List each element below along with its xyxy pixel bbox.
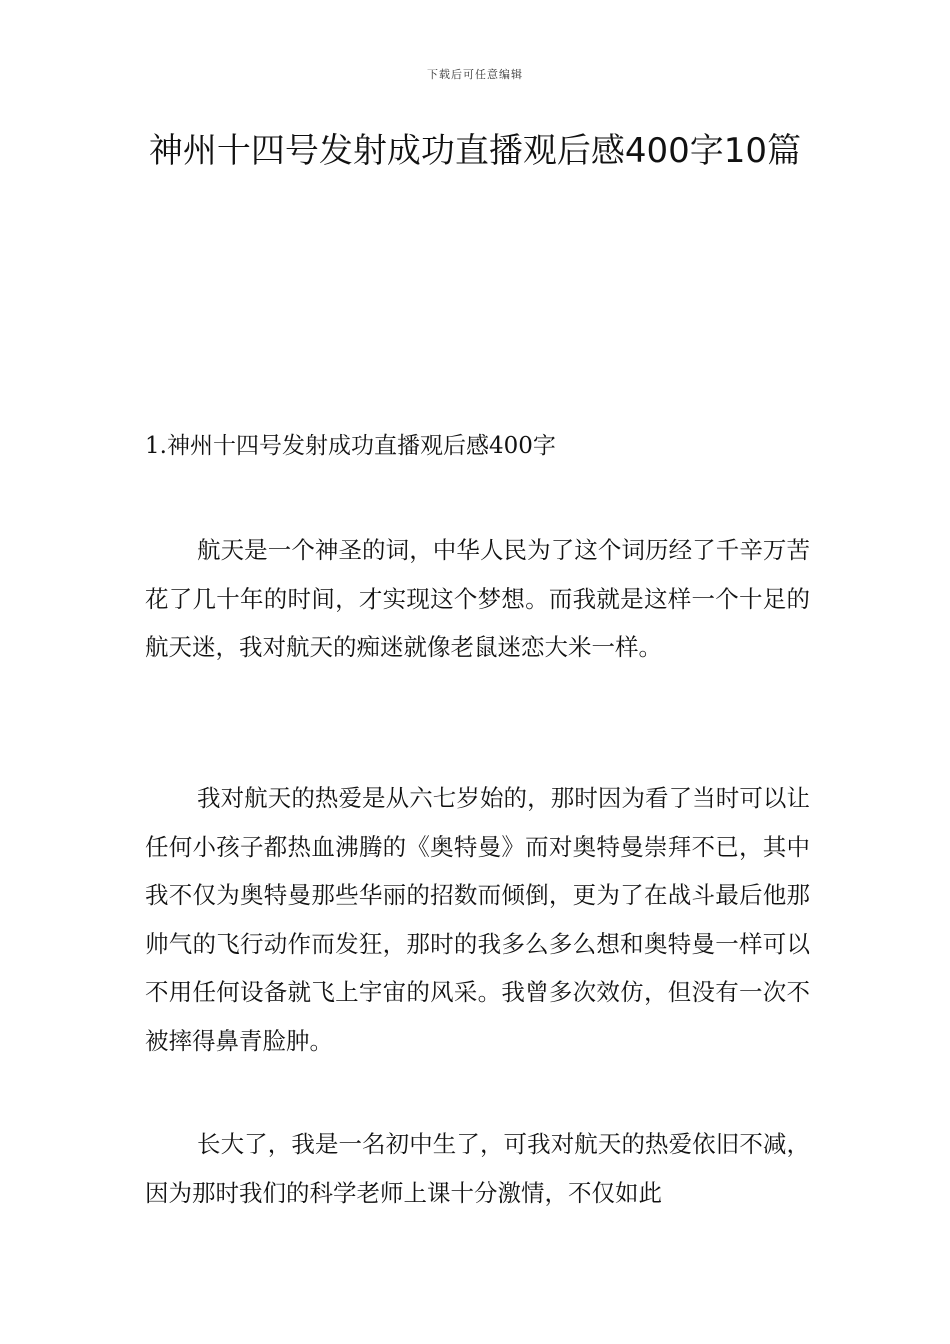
paragraph-1: 航天是一个神圣的词，中华人民为了这个词历经了千辛万苦花了几十年的时间，才实现这个梦想。而我就是这样一个十足的航天迷，我对航天的痴迷就像老鼠迷恋大米一样。 (145, 536, 810, 661)
paragraph-2: 我对航天的热爱是从六七岁始的，那时因为看了当时可以让任何小孩子都热血沸腾的《奥特曼》而对奥特曼崇拜不已，其中我不仅为奥特曼那些华丽的招数而倾倒，更为了在战斗最后他那帅气的飞行动作而发狂，那时的我多么多么想和奥特曼一样可以不用任何设备就飞上宇宙的风采。我曾多次效仿，但没有一次不被摔得鼻青脸肿。 (145, 784, 810, 1055)
section-heading: 1.神州十四号发射成功直播观后感400字 (145, 433, 556, 459)
document-title: 神州十四号发射成功直播观后感400字10篇 (148, 131, 802, 171)
paragraph-3: 长大了，我是一名初中生了，可我对航天的热爱依旧不减，因为那时我们的科学老师上课十分激情，不仅如此 (145, 1130, 810, 1207)
header-note: 下载后可任意编辑 (427, 68, 523, 81)
